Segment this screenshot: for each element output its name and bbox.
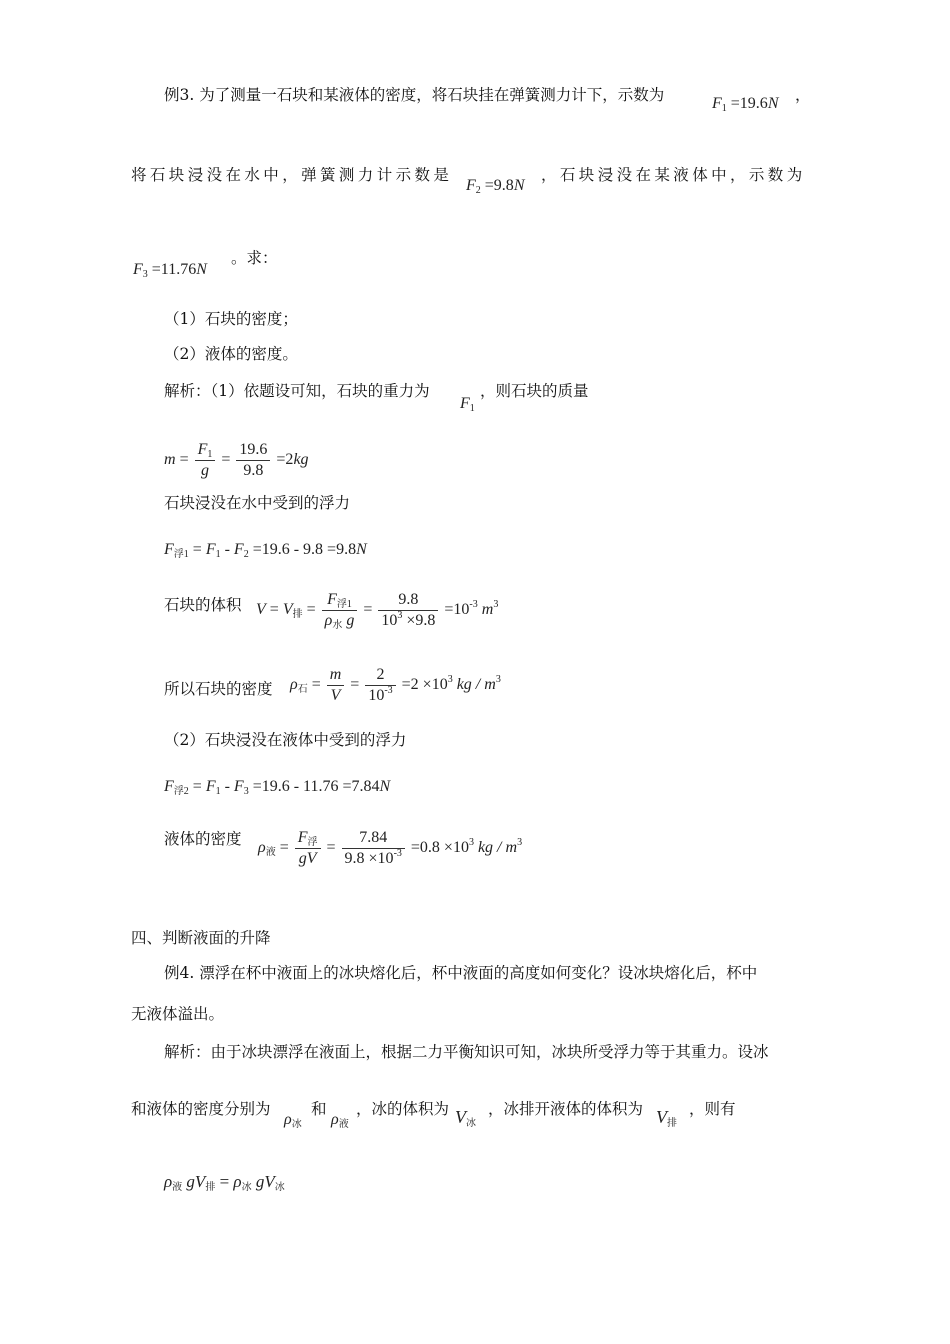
solution-line5: （2）石块浸没在液体中受到的浮力 bbox=[164, 731, 407, 749]
rho-ice-symbol: $\rho_冰$ bbox=[284, 1111, 302, 1130]
eq-stone-density: $\rho_石$ = $\frac{m}{V}$ = $\frac{2}{10^{-3}}$ $=2 \times 10^3$ kg / $m^3$ bbox=[290, 666, 501, 704]
eq-floating-balance: $\rho_液$ $gV_排 = \rho_冰$ $gV_冰$ bbox=[164, 1172, 285, 1193]
section-heading: 四、判断液面的升降 bbox=[131, 929, 271, 947]
solution-line3: 石块的体积 bbox=[164, 596, 242, 614]
ex4-and: 和 bbox=[311, 1100, 327, 1118]
eq-buoyancy-1: $F_{浮1} = F_1 - F_2 =19.6 - 9.8 =9.8N$ bbox=[164, 541, 367, 560]
ex3-f3-formula: $F_3 =11.76N$ bbox=[133, 261, 207, 280]
eq-mass: m = $\frac{F_1}{g}$ = $\frac{19.6}{9.8}$ =2kg bbox=[164, 441, 309, 479]
solution-f1: $F_1$ bbox=[460, 395, 475, 414]
ex4-line4c: ，冰排开液体的体积为 bbox=[488, 1100, 644, 1118]
ex3-line3: 。求： bbox=[231, 249, 278, 267]
solution-line6: 液体的密度 bbox=[164, 830, 242, 848]
rho-liquid-symbol: $\rho_液$ bbox=[331, 1111, 349, 1130]
eq-liquid-density: $\rho_液$ = $\frac{F_浮}{gV}$ = $\frac{7.84}{9.8 \times 10^{-3}}$ $=0.8 \times 10^3$ kg / $m^3$ bbox=[258, 829, 523, 867]
ex4-line4b: ，冰的体积为 bbox=[356, 1100, 450, 1118]
solution-line1: 解析：（1）依题设可知，石块的重力为 bbox=[164, 382, 430, 400]
ex4-line3: 解析：由于冰块漂浮在液面上，根据二力平衡知识可知，冰块所受浮力等于其重力。设冰 bbox=[164, 1043, 769, 1061]
ex4-line1: 例4. 漂浮在杯中液面上的冰块熔化后，杯中液面的高度如何变化？设冰块熔化后，杯中 bbox=[164, 964, 758, 982]
solution-line1b: ，则石块的质量 bbox=[480, 382, 589, 400]
eq-buoyancy-2: $F_{浮2} = F_1 - F_3 =19.6 - 11.76 =7.84N$ bbox=[164, 778, 391, 797]
eq-volume: $V = V_排$ = $\frac{F_{浮1}}{\rho_水 g}$ = $\frac{9.8}{10^3 \times 9.8}$ $=10^{-3}$ $m^3$ bbox=[256, 591, 499, 631]
ex4-line2: 无液体溢出。 bbox=[131, 1005, 225, 1023]
question-1: （1）石块的密度； bbox=[164, 310, 298, 328]
solution-line2: 石块浸没在水中受到的浮力 bbox=[164, 494, 351, 512]
solution-line4: 所以石块的密度 bbox=[164, 680, 273, 698]
question-2: （2）液体的密度。 bbox=[164, 345, 298, 363]
ex3-comma: ， bbox=[795, 86, 811, 104]
v-ice-symbol: $V_冰$ bbox=[455, 1107, 476, 1129]
ex4-line4a: 和液体的密度分别为 bbox=[131, 1100, 271, 1118]
v-displaced-symbol: $V_排$ bbox=[656, 1107, 677, 1129]
ex3-line2b: ，石块浸没在某液体中，示数为 bbox=[541, 166, 806, 184]
ex4-line4d: ，则有 bbox=[689, 1100, 736, 1118]
ex3-f2-formula: $F_2 =9.8N$ bbox=[466, 177, 525, 196]
ex3-line1: 例3. 为了测量一石块和某液体的密度，将石块挂在弹簧测力计下，示数为 bbox=[164, 86, 665, 104]
ex3-f1-formula: $F_1 =19.6N$ bbox=[712, 95, 779, 114]
ex3-line2: 将石块浸没在水中，弹簧测力计示数是 bbox=[131, 166, 453, 184]
